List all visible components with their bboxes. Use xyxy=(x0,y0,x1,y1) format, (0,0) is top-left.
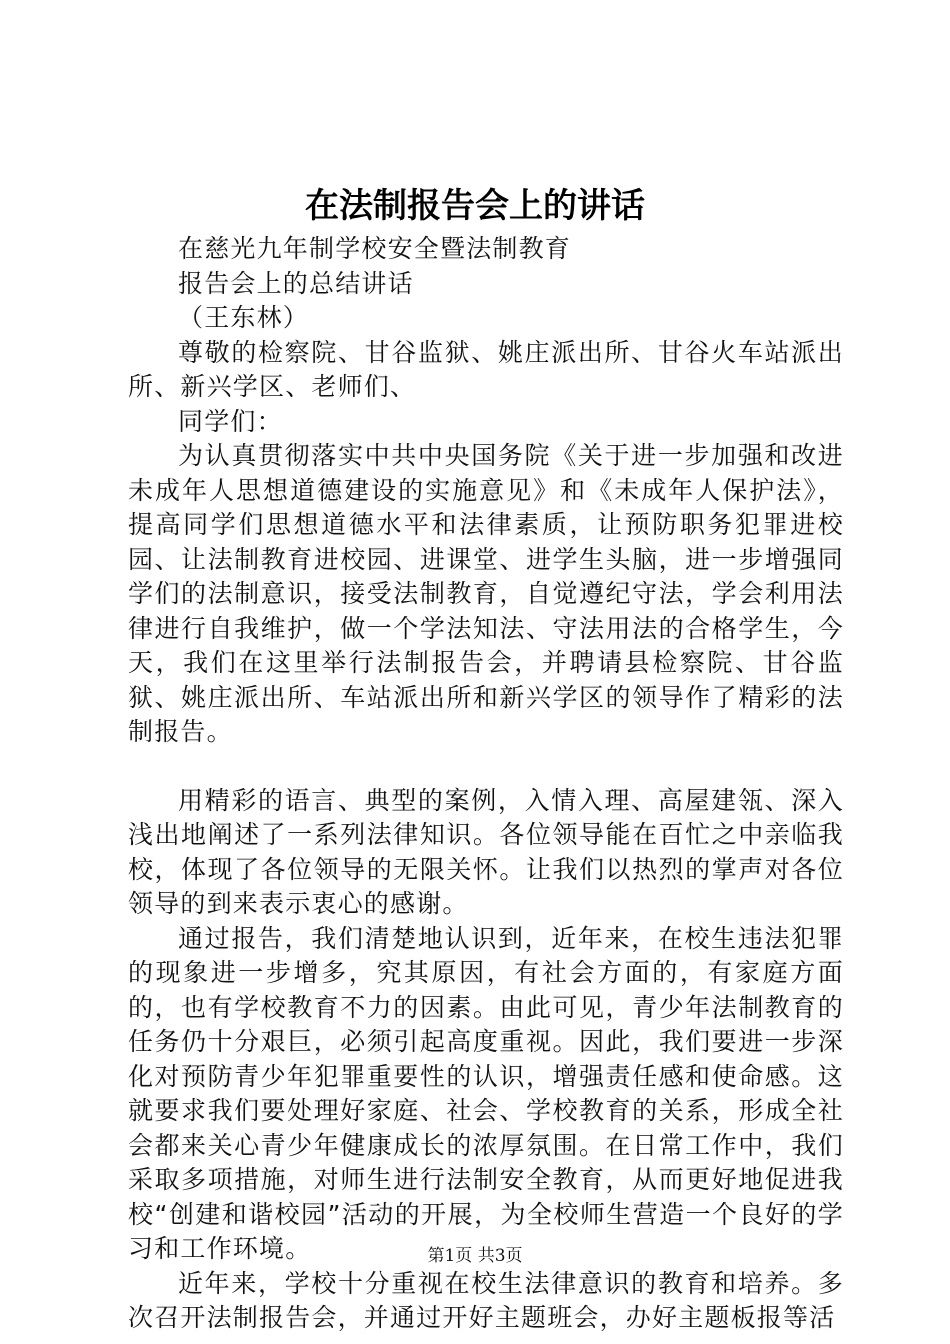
subtitle-line-2: 报告会上的总结讲话 xyxy=(178,268,414,298)
author-line: （王东林） xyxy=(178,303,310,332)
subtitle-line-1: 在慈光九年制学校安全暨法制教育 xyxy=(178,234,572,263)
body-paragraph: 近年来，学校十分重视在校生法律意识的教育和培养。多次召开法制报告会，并通过开好主题班会，办好主题板报等活 xyxy=(128,1268,844,1332)
salutation-line: 尊敬的检察院、甘谷监狱、姚庄派出所、甘谷火车站派出所、新兴学区、老师们、 xyxy=(128,337,844,401)
salutation-students: 同学们： xyxy=(178,406,283,436)
body-paragraph: 为认真贯彻落实中共中央国务院《关于进一步加强和改进未成年人思想道德建设的实施意见》和《未成年人保护法》，提高同学们思想道德水平和法律素质，让预防职务犯罪进校园、让法制教育进校园、进课堂、进学生头脑，进一步增强同学们的法制意识，接受法制教育，自觉遵纪守法，学会利用法律进行自我维护，做一个学法知法、守法用法的合格学生，今天，我们在这里举行法制报告会，并聘请县检察院、甘谷监狱、姚庄派出所、车站派出所和新兴学区的领导作了精彩的法制报告。 xyxy=(128,441,844,746)
body-paragraph: 用精彩的语言、典型的案例，入情入理、高屋建瓴、深入浅出地阐述了一系列法律知识。各位领导能在百忙之中亲临我校，体现了各位领导的无限关怀。让我们以热烈的掌声对各位领导的到来表示衷心的感谢。 xyxy=(128,785,844,918)
page-footer: 第1页 共3页 xyxy=(427,1246,523,1266)
document-body xyxy=(128,232,844,1336)
document-title: 在法制报告会上的讲话 xyxy=(305,186,645,226)
body-paragraph: 通过报告，我们清楚地认识到，近年来，在校生违法犯罪的现象进一步增多，究其原因，有社会方面的，有家庭方面的，也有学校教育不力的因素。由此可见，青少年法制教育的任务仍十分艰巨，必须引起高度重视。因此，我们要进一步深化对预防青少年犯罪重要性的认识，增强责任感和使命感。这就要求我们要处理好家庭、社会、学校教育的关系，形成全社会都来关心青少年健康成长的浓厚氛围。在日常工作中，我们采取多项措施，对师生进行法制安全教育，从而更好地促进我校“创建和谐校园”活动的开展，为全校师生营造一个良好的学习和工作环境。 xyxy=(128,923,844,1263)
